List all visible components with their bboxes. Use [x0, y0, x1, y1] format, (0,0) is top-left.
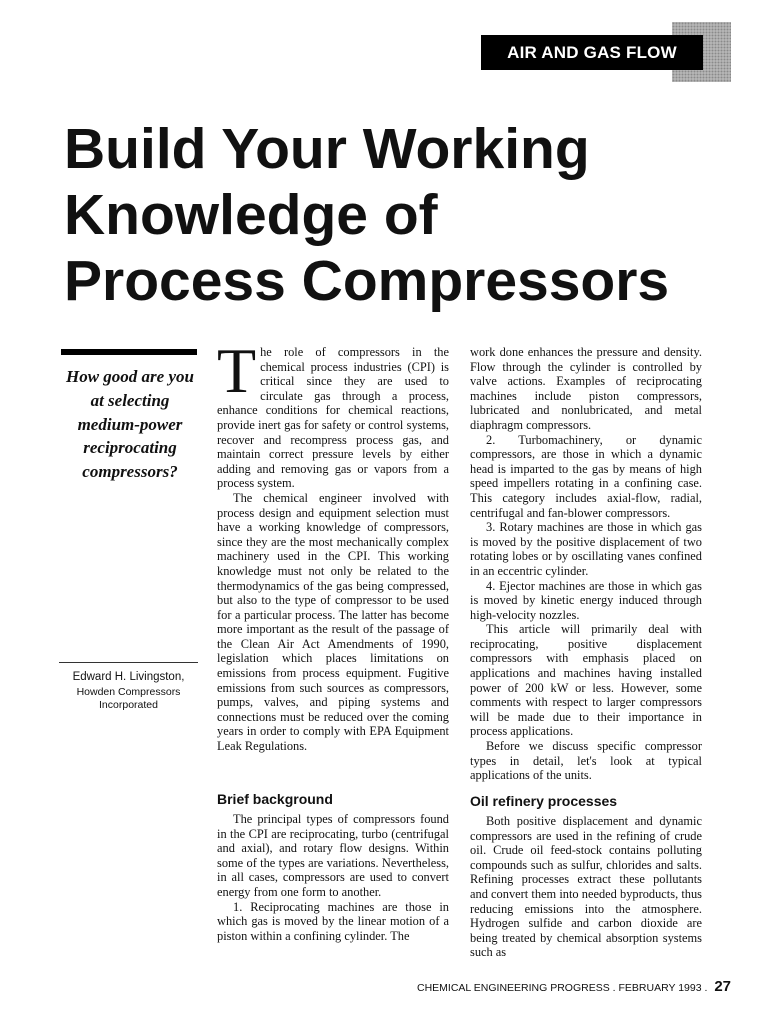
title-line: Process Compressors	[64, 249, 670, 313]
body-paragraph: 2. Turbomachinery, or dynamic compressors, are those in which a dynamic head is imparted to the gas by means of high speed impellers rotating in a confining case. This category includes axial-flow, radial, centrifugal and fan-blower compressors.	[470, 432, 702, 520]
body-paragraph: Both positive displacement and dynamic compressors are used in the refining of crude oil. Crude oil feed-stock contains polluting compounds such as sulfur, chlorides and salts. Refining processes extract these pollutants and convert them into needed byproducts, thus reducing emissions into the atmosphere. Hydrogen sulfide and carbon dioxide are being treated by chemical absorption systems such as	[470, 814, 702, 960]
body-paragraph: 3. Rotary machines are those in which gas is moved by the positive displacement of two rotating lobes or by oscillating vanes confined in an eccentric cylinder.	[470, 520, 702, 578]
body-paragraph: The principal types of compressors found in the CPI are reciprocating, turbo (centrifugal and axial), and rotary flow designs. Within some of the types are variations. Nevertheless, in all cases, compressors are used to convert energy from one form to another.	[217, 812, 449, 899]
footer-running-text: CHEMICAL ENGINEERING PROGRESS . FEBRUARY 1993 .	[417, 982, 708, 994]
body-paragraph: 4. Ejector machines are those in which gas is moved by kinetic energy induced through high-velocity nozzles.	[470, 578, 702, 622]
body-paragraph: Before we discuss specific compressor types in detail, let's look at typical applications of the units.	[470, 739, 702, 783]
article-title	[64, 116, 744, 314]
title-line: Build Your Working	[64, 117, 590, 181]
second-column	[470, 345, 702, 783]
sidebar-rule	[61, 349, 197, 355]
intro-paragraph-text: he role of compressors in the chemical process industries (CPI) is critical since they are used to circulate gas through a process, enhance conditions for chemical reactions, provide inert gas for safety or control systems, recover and recompress process gas, and maintain correct pressure levels by either adding and removing gas or vapors from a process system.	[217, 345, 449, 491]
section-heading-oil-refinery: Oil refinery processes	[470, 793, 618, 809]
body-paragraph: The chemical engineer involved with process design and equipment selection must have a working knowledge of compressors, since they are the most mechanically complex machinery used in the CPI. This working knowledge must not only be related to the thermodynamics of the gas being compressed, but also to the type of compressor to be used for a particular process. The latter has become more important as the result of the passage of the Clean Air Act Amendments of 1990, legislation which places limitations on emissions from process equipment. Fugitive emissions from such sources as compressors, pumps, valves, and piping systems and connections must be reduced over the coming years in order to comply with EPA Equipment Leak Regulations.	[217, 490, 449, 754]
author-rule	[59, 662, 198, 663]
body-paragraph: 1. Reciprocating machines are those in which gas is moved by the linear motion of a piston within a confining cylinder. The	[217, 899, 449, 943]
intro-column	[217, 335, 449, 754]
section-tag: AIR AND GAS FLOW	[481, 35, 703, 70]
intro-paragraph	[217, 335, 449, 491]
oil-refinery-column	[470, 814, 702, 960]
brief-background-column	[217, 812, 449, 943]
drop-cap: T	[217, 335, 257, 406]
author-block	[59, 670, 198, 712]
title-line: Knowledge of	[64, 183, 438, 247]
page-footer	[417, 979, 731, 996]
author-affiliation: Howden Compressors Incorporated	[76, 686, 181, 711]
page-number: 27	[714, 978, 731, 995]
body-paragraph: work done enhances the pressure and density. Flow through the cylinder is controlled by valve actions. Examples of reciprocating machines include piston compressors, lubricated and nonlubricated, and metal diaphragm compressors.	[470, 345, 702, 432]
article-deck: How good are you at selecting medium-power reciprocating compressors?	[66, 367, 194, 482]
section-heading-brief-background: Brief background	[217, 791, 333, 807]
body-paragraph: This article will primarily deal with reciprocating, positive displacement compressors with emphasis placed on applications and machines having installed power of 200 kW or less. However, some comments with respect to larger compressors will be made due to their importance in process applications.	[470, 622, 702, 739]
author-name: Edward H. Livingston,	[72, 671, 185, 683]
